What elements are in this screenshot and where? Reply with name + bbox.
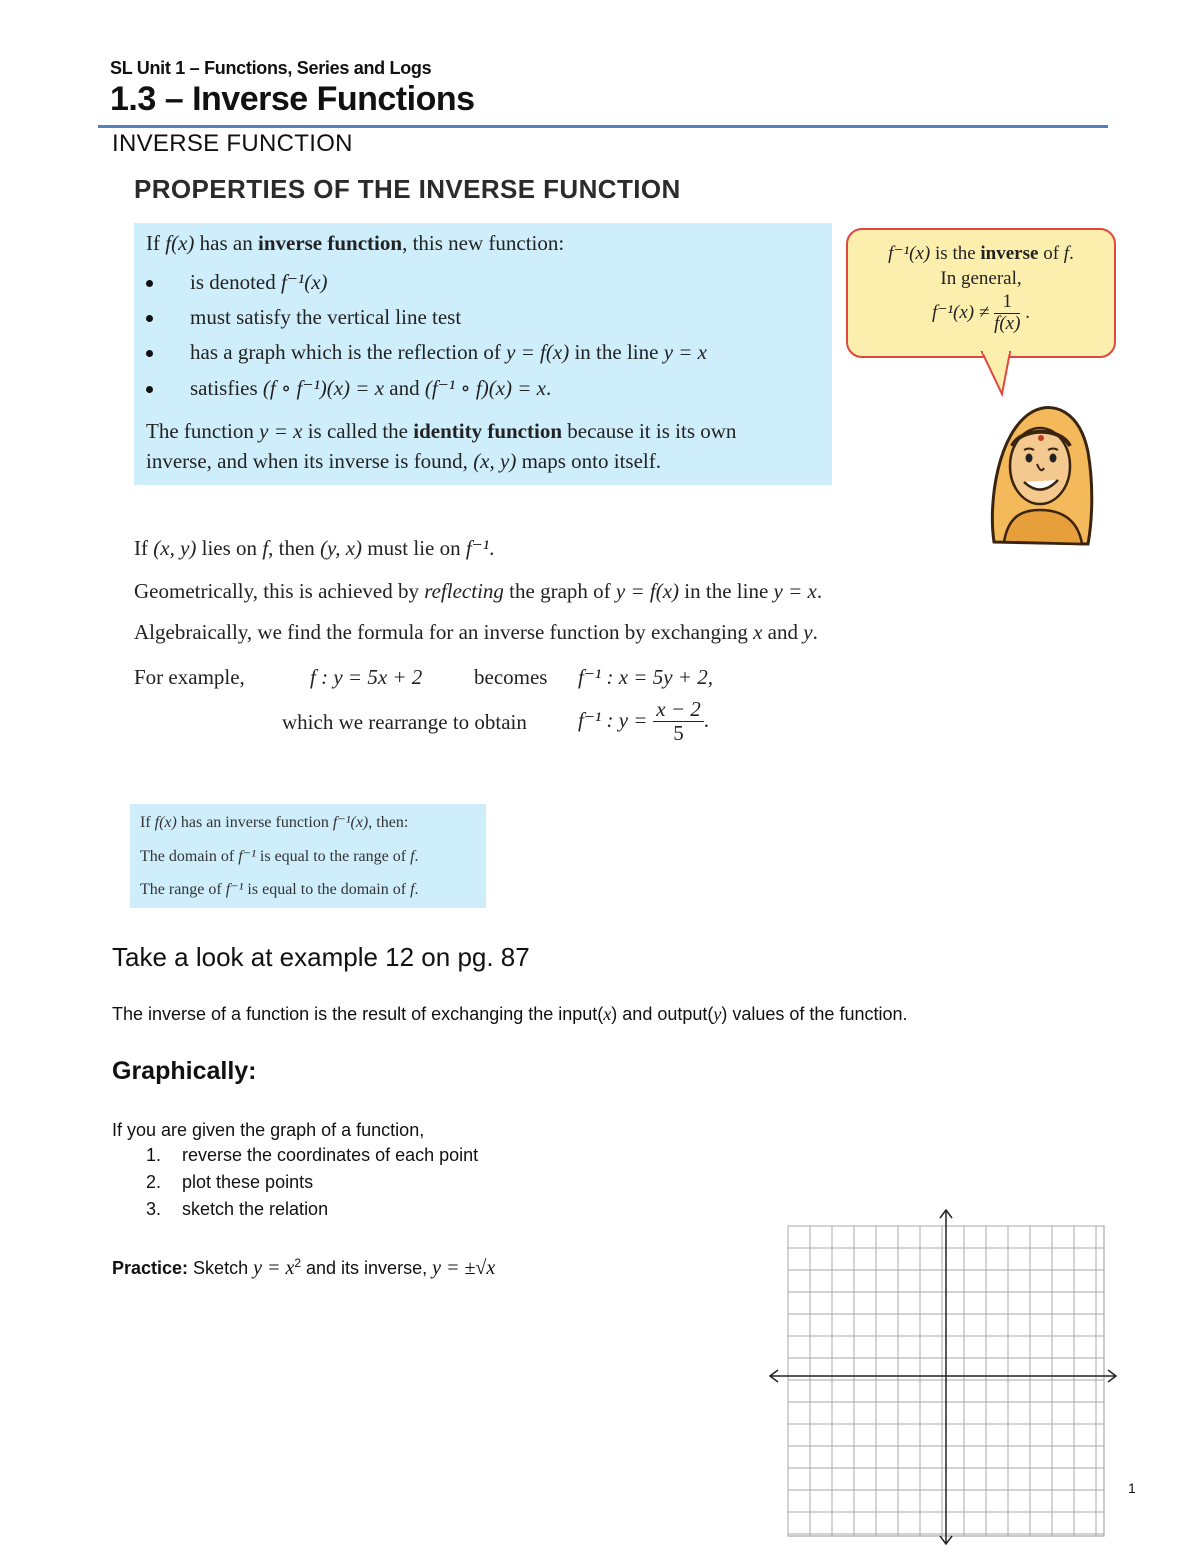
bullet-vertical-line-test: must satisfy the vertical line test (190, 305, 462, 329)
example-becomes: becomes (474, 665, 548, 689)
inverse-definition: The inverse of a function is the result of exchanging the input(x) and output(y) values of the function. (112, 1004, 908, 1024)
domain-range-intro: If f(x) has an inverse function f⁻¹(x), then: (140, 814, 409, 831)
page-title: 1.3 – Inverse Functions (110, 80, 475, 118)
bullet-satisfies: satisfies (f ∘ f⁻¹)(x) = x and (f⁻¹ ∘ f)(x) = x. (190, 376, 552, 400)
bullet-reflection: has a graph which is the reflection of y = f(x) in the line y = x (190, 340, 707, 364)
example-function: f : y = 5x + 2 (310, 665, 423, 689)
identity-line-2: inverse, and when its inverse is found, (x, y) maps onto itself. (146, 449, 661, 473)
bullet-dot (146, 315, 153, 322)
bullet-dot (146, 280, 153, 287)
given-graph-text: If you are given the graph of a function, (112, 1120, 425, 1140)
title-divider (98, 125, 1108, 128)
example-inverse-swap: f⁻¹ : x = 5y + 2, (578, 665, 713, 689)
callout-line-1: f⁻¹(x) is the inverse of f. (888, 243, 1074, 264)
bullet-dot (146, 386, 153, 393)
range-statement: The range of f⁻¹ is equal to the domain of f. (140, 881, 419, 898)
step-text: reverse the coordinates of each point (182, 1145, 479, 1165)
graphically-heading: Graphically: (112, 1057, 257, 1085)
properties-intro: If f(x) has an inverse function, this new function: (146, 231, 565, 255)
identity-line-1: The function y = x is called the identity function because it is its own (146, 419, 737, 443)
step-number: 1. (146, 1145, 162, 1165)
rearrange-formula: f⁻¹ : y = $\frac{x - 2}{5}$ . (578, 697, 710, 746)
bullet-denoted: is denoted f⁻¹(x) (190, 270, 328, 294)
page-number: 1 (1128, 1480, 1136, 1496)
algebraically-line: Algebraically, we find the formula for an inverse function by exchanging x and y. (134, 620, 818, 644)
callout-line-2: In general, (940, 268, 1022, 289)
step-number: 3. (146, 1199, 162, 1219)
practice-prompt: Practice: Sketch $y = x^2$ and its inverse, y = ±√x (112, 1256, 496, 1279)
bullet-dot (146, 350, 153, 357)
domain-range-box (130, 804, 486, 908)
callout-bubble (846, 228, 1116, 358)
callout-pointer (970, 350, 1030, 398)
rearrange-fraction: $\frac{x - 2}{5}$ (653, 698, 704, 745)
properties-box (134, 223, 832, 485)
domain-statement: The domain of f⁻¹ is equal to the range of f. (140, 848, 419, 865)
rearrange-text: which we rearrange to obtain (282, 710, 527, 734)
callout-formula: f⁻¹(x) ≠ $\frac{1}{f(x)}$ . (932, 291, 1030, 334)
coordinate-grid[interactable] (764, 1204, 1124, 1550)
step-text: sketch the relation (182, 1199, 329, 1219)
lies-on-line: If (x, y) lies on f, then (y, x) must lie on f⁻¹. (134, 536, 495, 560)
section-heading: INVERSE FUNCTION (112, 130, 353, 157)
example-reference: Take a look at example 12 on pg. 87 (112, 942, 530, 972)
example-label: For example, (134, 665, 245, 689)
geometrically-line: Geometrically, this is achieved by reflecting the graph of y = f(x) in the line y = x. (134, 579, 823, 603)
step-text: plot these points (182, 1172, 314, 1192)
unit-label: SL Unit 1 – Functions, Series and Logs (110, 58, 432, 78)
properties-heading: PROPERTIES OF THE INVERSE FUNCTION (134, 174, 681, 204)
cartoon-character-illustration (984, 392, 1094, 548)
step-number: 2. (146, 1172, 162, 1192)
callout-fraction: $\frac{1}{f(x)}$ (994, 291, 1021, 334)
